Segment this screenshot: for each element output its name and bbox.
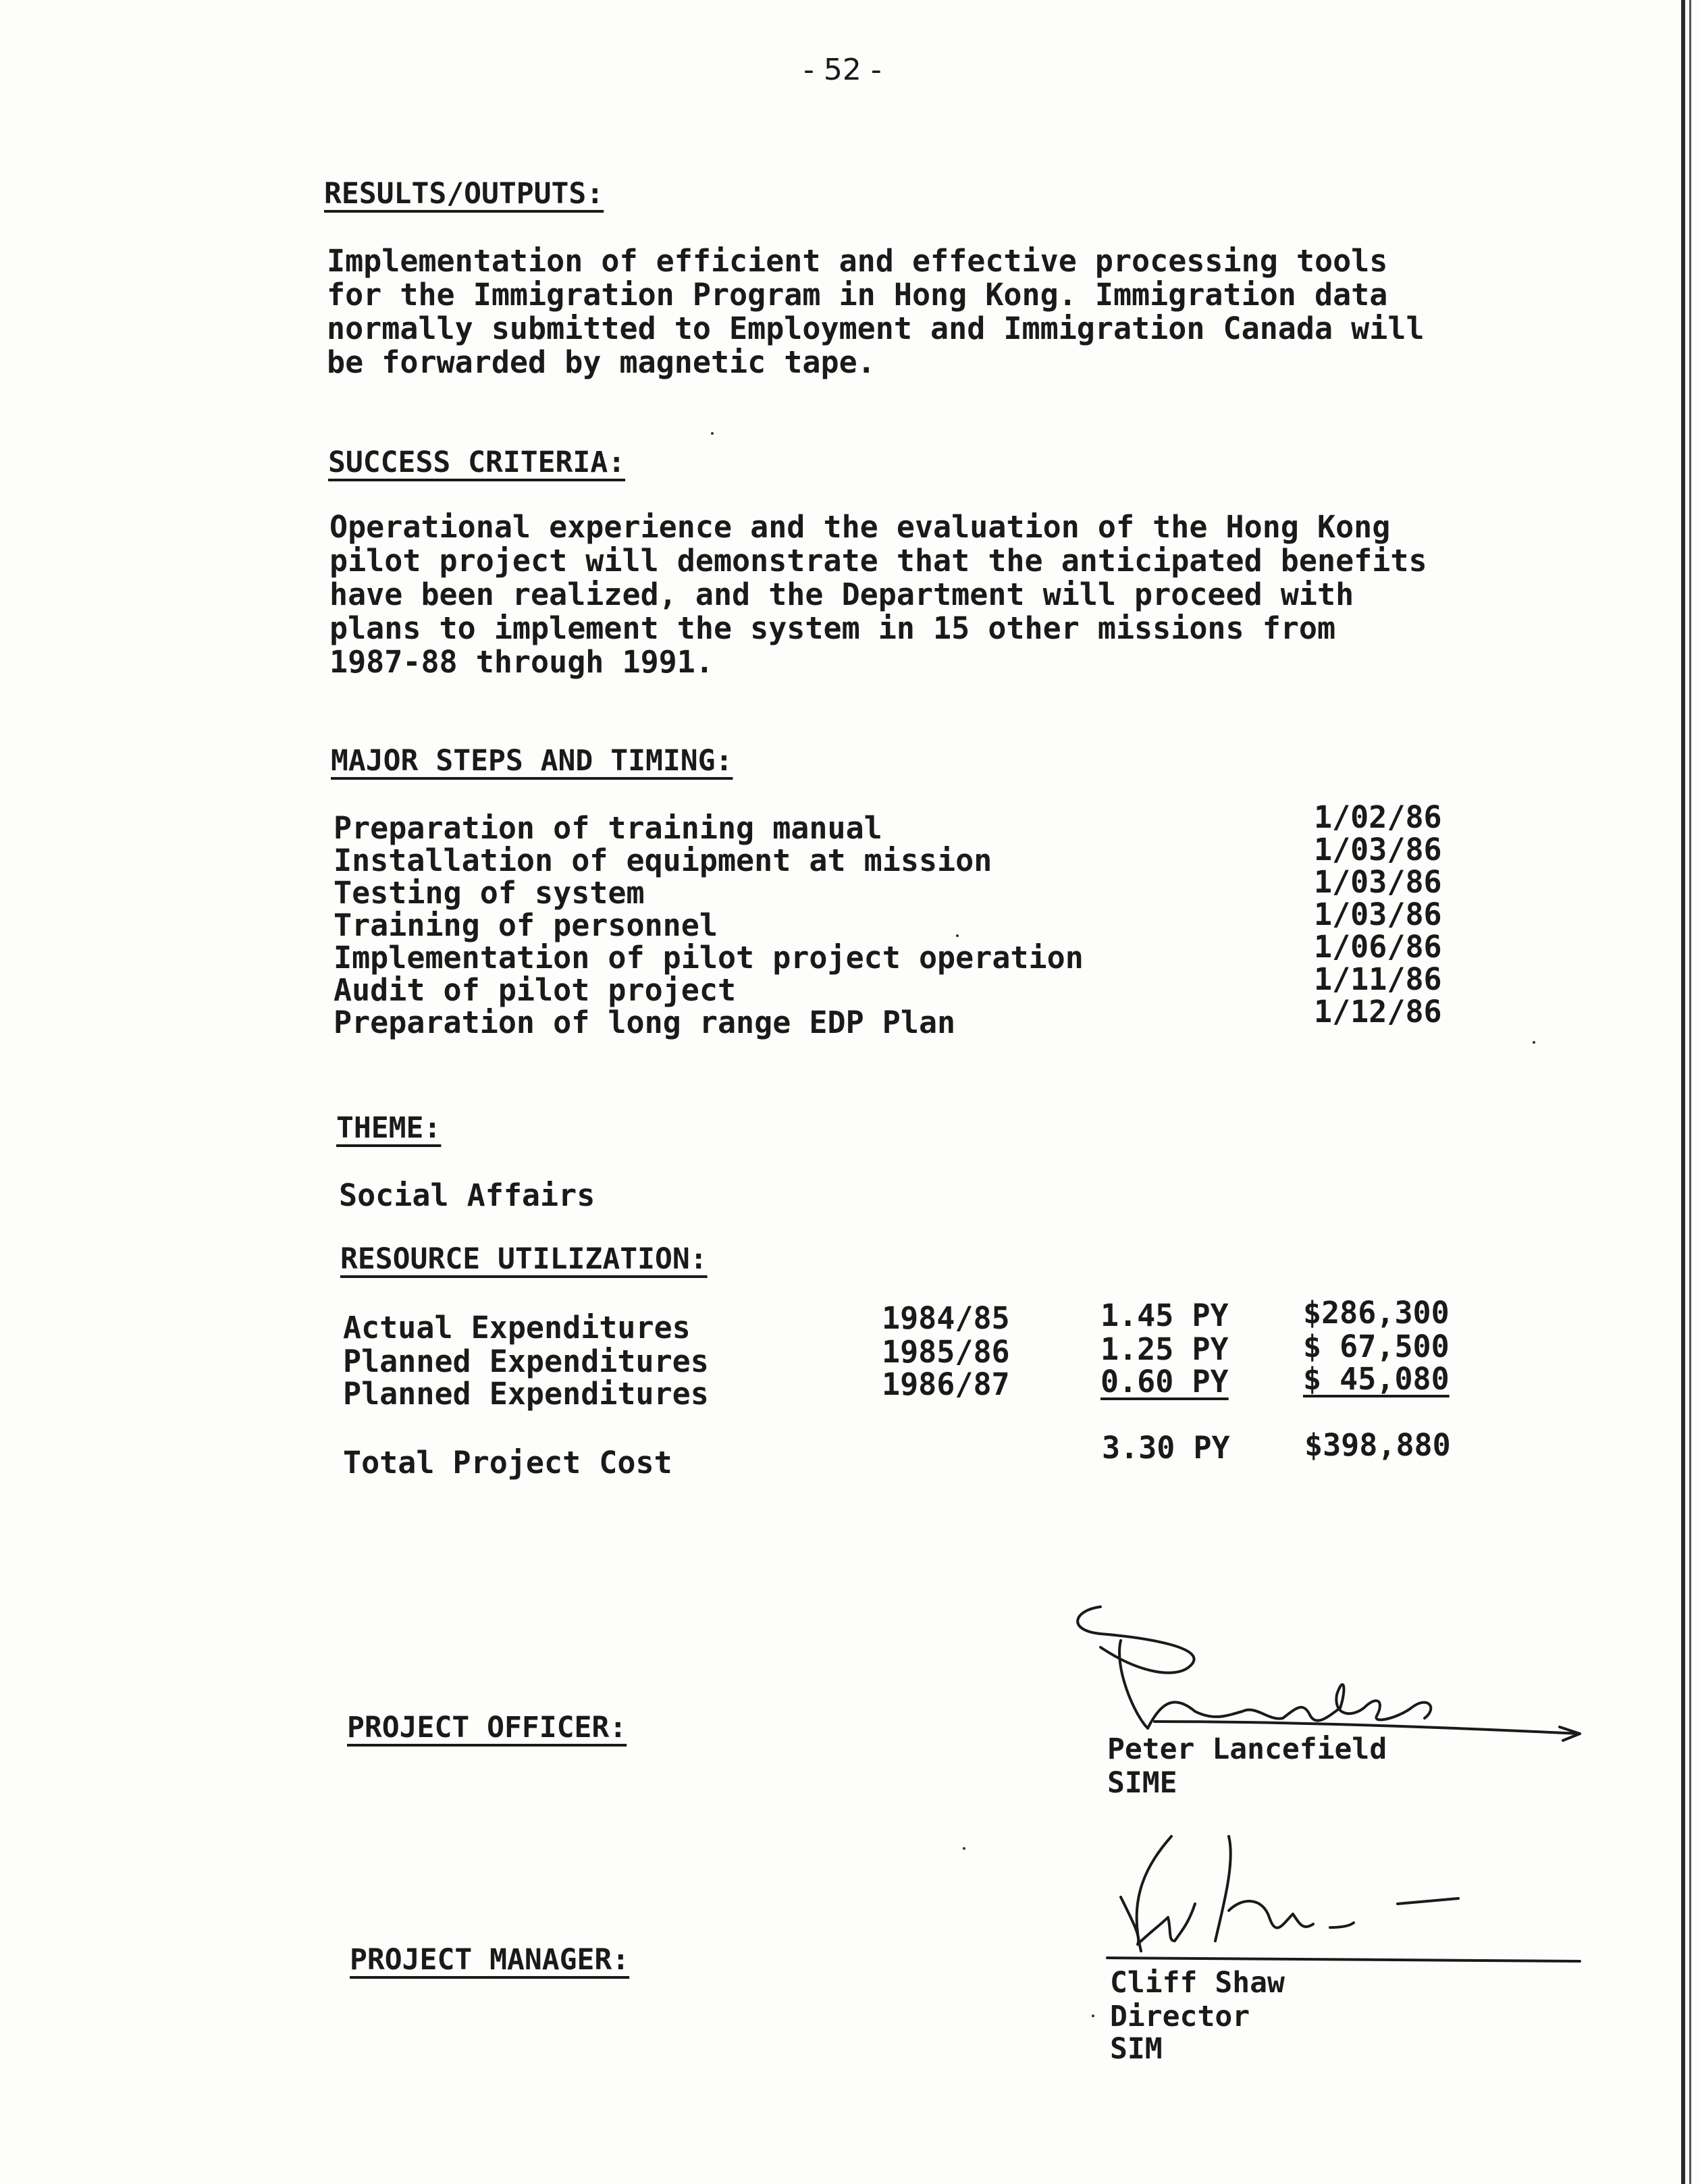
success-line: pilot project will demonstrate that the anticipated benefits: [329, 543, 1427, 579]
page-edge-shadow: [1689, 0, 1691, 2184]
resources-heading: RESOURCE UTILIZATION:: [340, 1242, 708, 1276]
theme-heading: THEME:: [336, 1111, 442, 1145]
step-label: Testing of system: [334, 875, 645, 911]
success-line: plans to implement the system in 15 other missions from: [329, 610, 1336, 646]
resource-amount: $286,300: [1303, 1295, 1450, 1331]
step-date: 1/03/86: [1314, 864, 1442, 900]
results-heading: RESULTS/OUTPUTS:: [324, 177, 604, 211]
resource-amount: $ 45,080: [1303, 1361, 1450, 1397]
step-label: Audit of pilot project: [334, 972, 737, 1008]
manager-signature: [1107, 1823, 1580, 1958]
resource-label: Planned Expenditures: [343, 1343, 709, 1379]
success-paragraph: [329, 510, 1427, 679]
step-label: Installation of equipment at mission: [334, 843, 992, 878]
results-line: normally submitted to Employment and Immigration Canada will: [327, 311, 1425, 346]
step-date: 1/11/86: [1314, 961, 1442, 997]
success-line: 1987-88 through 1991.: [329, 644, 714, 680]
step-label: Preparation of long range EDP Plan: [334, 1005, 956, 1040]
scan-speck: [1533, 1041, 1535, 1044]
step-label: Implementation of pilot project operation: [334, 940, 1084, 976]
scan-speck: [963, 1847, 965, 1850]
manager-title: Director: [1110, 2000, 1250, 2033]
resource-year: 1984/85: [882, 1300, 1010, 1336]
manager-name: Cliff Shaw: [1110, 1966, 1285, 2000]
scan-speck: [1092, 2015, 1094, 2017]
project-officer-label: PROJECT OFFICER:: [347, 1711, 627, 1744]
total-py: 3.30 PY: [1102, 1430, 1230, 1466]
step-date: 1/03/86: [1314, 897, 1442, 932]
resource-py: 1.45 PY: [1100, 1298, 1229, 1333]
step-date: 1/03/86: [1314, 832, 1442, 868]
step-date: 1/02/86: [1314, 799, 1442, 835]
theme-value: Social Affairs: [339, 1177, 595, 1213]
step-date: 1/12/86: [1314, 994, 1442, 1030]
total-amount: $398,880: [1304, 1427, 1451, 1463]
step-label: Training of personnel: [334, 907, 718, 943]
resource-label: Planned Expenditures: [343, 1376, 709, 1412]
scan-speck: [956, 934, 959, 937]
success-line: have been realized, and the Department will proceed with: [329, 577, 1354, 612]
page-number: - 52 -: [803, 53, 882, 87]
resource-amount: $ 67,500: [1303, 1329, 1450, 1364]
resource-py: 1.25 PY: [1100, 1331, 1229, 1367]
success-heading: SUCCESS CRITERIA:: [328, 446, 626, 479]
steps-heading: MAJOR STEPS AND TIMING:: [331, 744, 733, 778]
resource-year: 1985/86: [882, 1334, 1010, 1370]
officer-org: SIME: [1107, 1766, 1177, 1800]
manager-org: SIM: [1110, 2032, 1163, 2066]
total-label: Total Project Cost: [343, 1445, 672, 1481]
step-label: Preparation of training manual: [334, 810, 882, 846]
resource-year: 1986/87: [882, 1366, 1010, 1402]
results-line: be forwarded by magnetic tape.: [327, 344, 876, 380]
results-line: for the Immigration Program in Hong Kong. Immigration data: [327, 277, 1388, 313]
success-line: Operational experience and the evaluation of the Hong Kong: [329, 509, 1391, 545]
resource-label: Actual Expenditures: [343, 1310, 691, 1346]
results-line: Implementation of efficient and effective processing tools: [327, 243, 1388, 279]
results-paragraph: [327, 244, 1425, 379]
project-manager-label: PROJECT MANAGER:: [350, 1943, 630, 1977]
officer-signature: [1060, 1593, 1587, 1755]
officer-name: Peter Lancefield: [1107, 1732, 1387, 1766]
scan-speck: [711, 432, 714, 435]
step-date: 1/06/86: [1314, 929, 1442, 965]
resource-py: 0.60 PY: [1100, 1364, 1229, 1400]
page-edge: [1681, 0, 1685, 2184]
